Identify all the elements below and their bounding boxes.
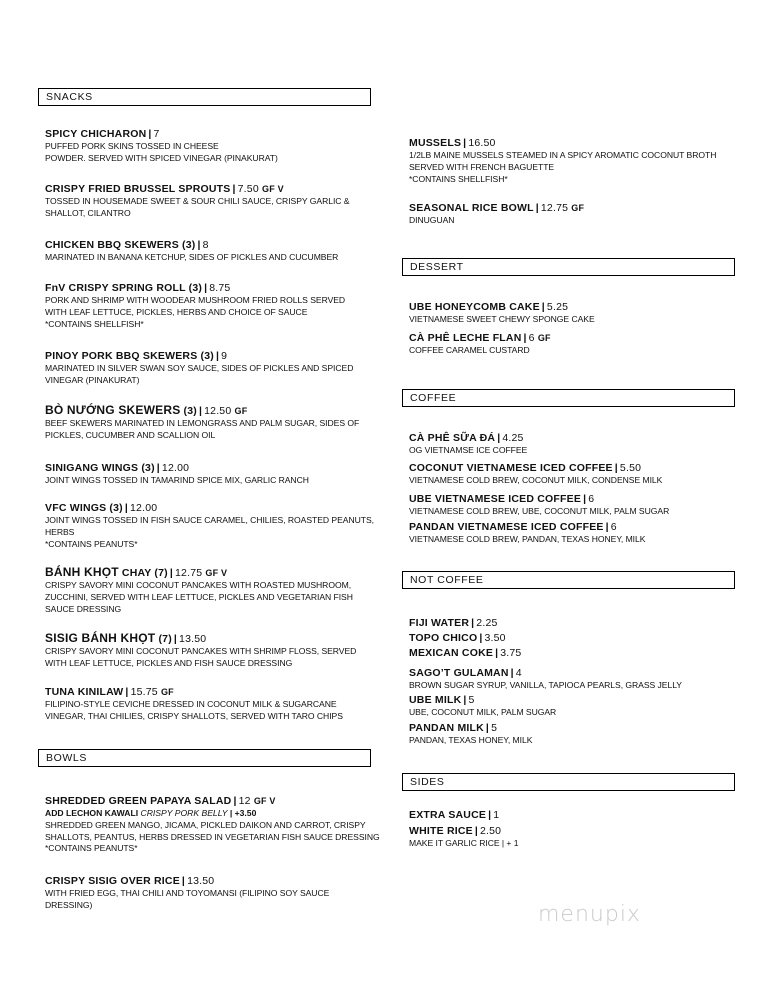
item-name: COCONUT VIETNAMESE ICED COFFEE — [409, 462, 613, 474]
addon-item: CRISPY PORK BELLY — [140, 808, 228, 818]
item-desc: FILIPINO-STYLE CEVICHE DRESSED IN COCONUT MILK & SUGARCANE — [45, 699, 337, 709]
item-name: PANDAN MILK — [409, 722, 484, 734]
menu-item-ube-honeycomb-cake: UBE HONEYCOMB CAKE | 5.25 VIETNAMESE SWEET CHEWY SPONGE CAKE — [409, 301, 738, 326]
item-name: UBE MILK — [409, 694, 462, 706]
item-name: VFC WINGS (3) — [45, 502, 123, 514]
item-desc: 1/2LB MAINE MUSSELS STEAMED IN A SPICY AROMATIC COCONUT BROTH — [409, 150, 717, 160]
menu-item-topo-chico: TOPO CHICO | 3.50 — [409, 632, 506, 644]
section-header-snacks: SNACKS — [38, 88, 371, 106]
item-name: SAGO’T GULAMAN — [409, 667, 509, 679]
item-name-suffix: CHAY (7) — [121, 567, 168, 579]
item-name: CRISPY SISIG OVER RICE — [45, 875, 180, 887]
item-name: WHITE RICE — [409, 825, 473, 837]
watermark: menupix — [538, 902, 641, 927]
menu-item-mexican-coke: MEXICAN COKE | 3.75 — [409, 647, 522, 659]
item-price: 5.25 — [546, 301, 569, 313]
item-desc: BROWN SUGAR SYRUP, VANILLA, TAPIOCA PEARLS, GRASS JELLY — [409, 680, 682, 690]
item-name: SEASONAL RICE BOWL — [409, 202, 534, 214]
menu-item-pandan-iced-coffee: PANDAN VIETNAMESE ICED COFFEE | 6 VIETNAMESE COLD BREW, PANDAN, TEXAS HONEY, MILK — [409, 521, 738, 546]
item-desc: WITH LEAF LETTUCE, PICKLES AND FISH SAUCE DRESSING — [45, 657, 293, 668]
menu-item-coconut-iced-coffee: COCONUT VIETNAMESE ICED COFFEE | 5.50 VIETNAMESE COLD BREW, COCONUT MILK, CONDENSE MILK — [409, 462, 738, 487]
item-price: 15.75 — [130, 686, 158, 698]
menu-item-crispy-sisig-over-rice: CRISPY SISIG OVER RICE | 13.50 WITH FRIED EGG, THAI CHILI AND TOYOMANSI (FILIPINO SOY SAUCE DRESSING) — [45, 875, 373, 912]
menu-item-mussels: MUSSELS | 16.50 1/2LB MAINE MUSSELS STEAMED IN A SPICY AROMATIC COCONUT BROTH SERVED WITH FRENCH BAGUETTE *CONTAINS SHELLFISH* — [409, 137, 738, 185]
item-name: CRISPY FRIED BRUSSEL SPROUTS — [45, 183, 231, 195]
menu-item-seasonal-rice-bowl: SEASONAL RICE BOWL | 12.75 GF DINUGUAN — [409, 202, 738, 227]
item-desc: UBE, COCONUT MILK, PALM SUGAR — [409, 707, 557, 717]
dietary-tags: GF — [571, 203, 585, 213]
item-desc: TOSSED IN HOUSEMADE SWEET & SOUR CHILI SAUCE, CRISPY GARLIC & — [45, 196, 350, 206]
item-desc: WITH FRIED EGG, THAI CHILI AND TOYOMANSI (FILIPINO SOY SAUCE — [45, 888, 330, 898]
menu-item-sagot-gulaman: SAGO’T GULAMAN | 4 BROWN SUGAR SYRUP, VANILLA, TAPIOCA PEARLS, GRASS JELLY — [409, 667, 738, 692]
item-name: SISIG BÁNH KHỌT — [45, 631, 156, 645]
menu-item-extra-sauce: EXTRA SAUCE | 1 — [409, 809, 500, 821]
item-name: BÁNH KHỌT — [45, 565, 119, 579]
item-price: 6 — [610, 521, 617, 533]
item-name: PANDAN VIETNAMESE ICED COFFEE — [409, 521, 604, 533]
item-desc: VINEGAR, THAI CHILIES, CRISPY SHALLOTS, SERVED WITH TARO CHIPS — [45, 710, 343, 721]
item-price: 7 — [153, 128, 160, 140]
dietary-tags: GF V — [262, 184, 284, 194]
item-price: 3.75 — [500, 647, 522, 659]
item-desc: VIETNAMESE COLD BREW, COCONUT MILK, CONDENSE MILK — [409, 475, 663, 485]
item-desc: CRISPY SAVORY MINI COCONUT PANCAKES WITH ROASTED MUSHROOM, — [45, 580, 352, 590]
item-desc: VIETNAMESE COLD BREW, PANDAN, TEXAS HONEY, MILK — [409, 534, 646, 544]
menu-item-ube-iced-coffee: UBE VIETNAMESE ICED COFFEE | 6 VIETNAMESE COLD BREW, UBE, COCONUT MILK, PALM SUGAR — [409, 493, 738, 518]
item-price: 2.25 — [476, 617, 498, 629]
item-name-suffix: (7) — [158, 633, 172, 645]
item-name: MEXICAN COKE — [409, 647, 494, 659]
item-price: 13.50 — [187, 875, 215, 887]
item-desc: SHALLOTS, PEANTUS, HERBS DRESSED IN VEGETARIAN FISH SAUCE DRESSING — [45, 831, 380, 842]
menu-item-white-rice: WHITE RICE | 2.50 MAKE IT GARLIC RICE | + 1 — [409, 825, 738, 850]
item-price: 4 — [515, 667, 522, 679]
item-desc: SERVED WITH FRENCH BAGUETTE — [409, 161, 555, 172]
item-name: SHREDDED GREEN PAPAYA SALAD — [45, 795, 232, 807]
dietary-tags: GF — [160, 687, 174, 697]
item-price: 7.50 — [237, 183, 259, 195]
addon-label: ADD LECHON KAWALI — [45, 808, 139, 818]
item-name: SPICY CHICHARON — [45, 128, 147, 140]
item-desc: *CONTAINS PEANUTS* — [45, 538, 138, 549]
item-name: UBE HONEYCOMB CAKE — [409, 301, 540, 313]
item-price: 9 — [221, 350, 228, 362]
item-desc: PUFFED PORK SKINS TOSSED IN CHEESE — [45, 141, 219, 151]
section-header-not-coffee: NOT COFFEE — [402, 571, 735, 589]
menu-item-spicy-chicharon: SPICY CHICHARON | 7 PUFFED PORK SKINS TOSSED IN CHEESE POWDER. SERVED WITH SPICED VINEGAR (PINAKURAT) — [45, 128, 373, 165]
item-name-suffix: (3) — [183, 405, 197, 417]
item-addon: ADD LECHON KAWALI CRISPY PORK BELLY | +3.50 — [45, 808, 257, 818]
dietary-tags: GF — [234, 406, 248, 416]
menu-item-fnv-spring-roll: FnV CRISPY SPRING ROLL (3) | 8.75 PORK AND SHRIMP WITH WOODEAR MUSHROOM FRIED ROLLS SERVED WITH LEAF LETTUCE, PICKLES, HERBS AND CHOICE OF SAUCE *CONTAINS SHELLFISH* — [45, 282, 373, 330]
item-desc: COFFEE CARAMEL CUSTARD — [409, 345, 530, 355]
item-price: 12 — [238, 795, 251, 807]
item-desc: PICKLES, CUCUMBER AND SCALLION OIL — [45, 429, 216, 440]
item-name: BÒ NƯỚNG SKEWERS — [45, 403, 181, 417]
section-header-sides: SIDES — [402, 773, 735, 791]
item-name: CÀ PHÊ LECHE FLAN — [409, 332, 522, 344]
item-desc: ZUCCHINI, SERVED WITH LEAF LETTUCE, PICKLES AND VEGETARIAN FISH — [45, 591, 353, 602]
item-name: UBE VIETNAMESE ICED COFFEE — [409, 493, 582, 505]
item-desc: HERBS — [45, 526, 75, 537]
menu-item-tuna-kinilaw: TUNA KINILAW | 15.75 GF FILIPINO-STYLE CEVICHE DRESSED IN COCONUT MILK & SUGARCANE VINEGAR, THAI CHILIES, CRISPY SHALLOTS, SERVED WITH TARO CHIPS — [45, 686, 373, 723]
item-desc: VIETNAMESE COLD BREW, UBE, COCONUT MILK, PALM SUGAR — [409, 506, 670, 516]
item-name: EXTRA SAUCE — [409, 809, 487, 821]
menu-item-green-papaya-salad: SHREDDED GREEN PAPAYA SALAD | 12 GF V ADD LECHON KAWALI CRISPY PORK BELLY | +3.50 SHREDDED GREEN MANGO, JICAMA, PICKLED DAIKON AND CARROT, CRISPY SHALLOTS, PEANTUS, HERBS DRESSED IN VEGETARIAN FISH SAUCE DRESSING *CONTAINS PEANUTS* — [45, 795, 380, 854]
item-name: TOPO CHICO — [409, 632, 478, 644]
item-price: 12.00 — [161, 462, 190, 474]
menu-item-vfc-wings: VFC WINGS (3) | 12.00 JOINT WINGS TOSSED IN FISH SAUCE CARAMEL, CHILIES, ROASTED PEANUTS, HERBS *CONTAINS PEANUTS* — [45, 502, 375, 549]
item-price: 12.50 — [204, 405, 232, 417]
item-desc: BEEF SKEWERS MARINATED IN LEMONGRASS AND PALM SUGAR, SIDES OF — [45, 418, 360, 428]
item-desc: MARINATED IN SILVER SWAN SOY SAUCE, SIDES OF PICKLES AND SPICED — [45, 363, 354, 373]
dietary-tags: GF V — [253, 796, 276, 806]
item-price: 13.50 — [179, 633, 207, 645]
menu-item-banh-khot-chay: BÁNH KHỌT CHAY (7) | 12.75 GF V CRISPY SAVORY MINI COCONUT PANCAKES WITH ROASTED MUSHROOM, ZUCCHINI, SERVED WITH LEAF LETTUCE, PICKLES AND VEGETARIAN FISH SAUCE DRESSING — [45, 566, 373, 615]
item-desc: PORK AND SHRIMP WITH WOODEAR MUSHROOM FRIED ROLLS SERVED — [45, 295, 346, 305]
section-header-dessert: DESSERT — [402, 258, 735, 276]
item-price: 5 — [491, 722, 498, 734]
item-desc: VINEGAR (PINAKURAT) — [45, 374, 140, 385]
item-desc: MAKE IT GARLIC RICE | + 1 — [409, 838, 519, 848]
item-desc: *CONTAINS SHELLFISH* — [45, 318, 144, 329]
section-header-bowls: BOWLS — [38, 749, 371, 767]
item-desc: POWDER. SERVED WITH SPICED VINEGAR (PINAKURAT) — [45, 152, 278, 163]
item-desc: OG VIETNAMSE ICE COFFEE — [409, 445, 528, 455]
addon-price: +3.50 — [234, 808, 257, 818]
item-name: CÀ PHÊ SỮA ĐÁ — [409, 432, 496, 444]
item-desc: PANDAN, TEXAS HONEY, MILK — [409, 735, 533, 745]
item-desc: SHREDDED GREEN MANGO, JICAMA, PICKLED DAIKON AND CARROT, CRISPY — [45, 819, 366, 830]
menu-item-sisig-banh-khot: SISIG BÁNH KHỌT (7) | 13.50 CRISPY SAVORY MINI COCONUT PANCAKES WITH SHRIMP FLOSS, SERVED WITH LEAF LETTUCE, PICKLES AND FISH SAUCE DRESSING — [45, 632, 373, 670]
dietary-tags: GF — [537, 333, 551, 343]
item-name: CHICKEN BBQ SKEWERS (3) — [45, 239, 196, 251]
item-price: 6 — [588, 493, 595, 505]
item-name: TUNA KINILAW — [45, 686, 124, 698]
section-header-coffee: COFFEE — [402, 389, 735, 407]
item-desc: DRESSING) — [45, 899, 93, 910]
menu-item-ca-phe-leche-flan: CÀ PHÊ LECHE FLAN | 6 GF COFFEE CARAMEL CUSTARD — [409, 332, 738, 357]
item-price: 1 — [493, 809, 500, 821]
item-name: FnV CRISPY SPRING ROLL (3) — [45, 282, 203, 294]
menu-item-brussel-sprouts: CRISPY FRIED BRUSSEL SPROUTS | 7.50 GF V TOSSED IN HOUSEMADE SWEET & SOUR CHILI SAUCE, CRISPY GARLIC & SHALLOT, CILANTRO — [45, 183, 373, 220]
item-price: 3.50 — [484, 632, 506, 644]
dietary-tags: GF V — [205, 568, 228, 578]
item-price: 5.50 — [619, 462, 642, 474]
item-desc: DINUGUAN — [409, 215, 455, 225]
item-price: 6 — [528, 332, 535, 344]
item-name: MUSSELS — [409, 137, 462, 149]
item-price: 12.75 — [175, 567, 203, 579]
item-price: 12.00 — [130, 502, 158, 514]
item-desc: *CONTAINS SHELLFISH* — [409, 173, 508, 184]
item-price: 2.50 — [479, 825, 502, 837]
item-price: 8 — [202, 239, 209, 251]
item-desc: *CONTAINS PEANUTS* — [45, 843, 138, 854]
item-price: 16.50 — [468, 137, 496, 149]
item-name: FIJI WATER — [409, 617, 470, 629]
item-name: PINOY PORK BBQ SKEWERS (3) — [45, 350, 214, 362]
menu-item-pinoy-pork-bbq: PINOY PORK BBQ SKEWERS (3) | 9 MARINATED IN SILVER SWAN SOY SAUCE, SIDES OF PICKLES AND SPICED VINEGAR (PINAKURAT) — [45, 350, 373, 387]
item-desc: SHALLOT, CILANTRO — [45, 207, 131, 218]
menu-item-ca-phe-sua-da: CÀ PHÊ SỮA ĐÁ | 4.25 OG VIETNAMSE ICE COFFEE — [409, 432, 738, 457]
menu-item-bo-nuong-skewers: BÒ NƯỚNG SKEWERS (3) | 12.50 GF BEEF SKEWERS MARINATED IN LEMONGRASS AND PALM SUGAR, SIDES OF PICKLES, CUCUMBER AND SCALLION OIL — [45, 404, 373, 442]
item-desc: MARINATED IN BANANA KETCHUP, SIDES OF PICKLES AND CUCUMBER — [45, 252, 339, 262]
item-price: 4.25 — [502, 432, 524, 444]
item-name: SINIGANG WINGS (3) — [45, 462, 155, 474]
menu-item-pandan-milk: PANDAN MILK | 5 PANDAN, TEXAS HONEY, MILK — [409, 722, 738, 747]
item-desc: CRISPY SAVORY MINI COCONUT PANCAKES WITH SHRIMP FLOSS, SERVED — [45, 646, 357, 656]
item-desc: VIETNAMESE SWEET CHEWY SPONGE CAKE — [409, 314, 595, 324]
menu-item-sinigang-wings: SINIGANG WINGS (3) | 12.00 JOINT WINGS TOSSED IN TAMARIND SPICE MIX, GARLIC RANCH — [45, 462, 373, 487]
item-desc: WITH LEAF LETTUCE, PICKLES, HERBS AND CHOICE OF SAUCE — [45, 306, 308, 317]
item-desc: JOINT WINGS TOSSED IN FISH SAUCE CARAMEL, CHILIES, ROASTED PEANUTS, — [45, 515, 375, 525]
item-price: 8.75 — [209, 282, 231, 294]
item-price: 5 — [468, 694, 475, 706]
menu-item-chicken-bbq-skewers: CHICKEN BBQ SKEWERS (3) | 8 MARINATED IN BANANA KETCHUP, SIDES OF PICKLES AND CUCUMBER — [45, 239, 373, 264]
item-desc: SAUCE DRESSING — [45, 603, 122, 614]
item-desc: JOINT WINGS TOSSED IN TAMARIND SPICE MIX, GARLIC RANCH — [45, 475, 309, 485]
menu-item-fiji-water: FIJI WATER | 2.25 — [409, 617, 498, 629]
item-price: 12.75 — [540, 202, 569, 214]
menu-item-ube-milk: UBE MILK | 5 UBE, COCONUT MILK, PALM SUGAR — [409, 694, 738, 719]
